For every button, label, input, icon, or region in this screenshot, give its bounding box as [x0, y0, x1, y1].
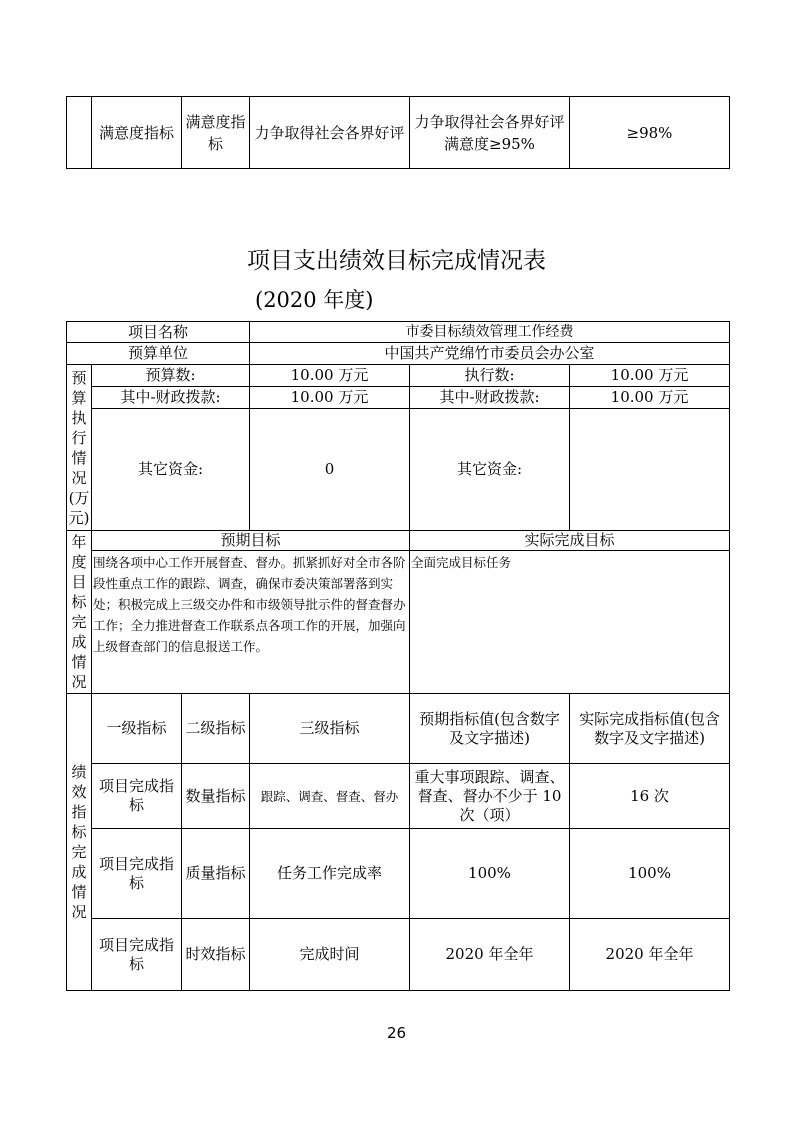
budget-unit-label: 预算单位 — [67, 343, 250, 365]
indicator-side-label: 绩效指标完成情况 — [67, 694, 92, 991]
actual-value-cell: 100% — [570, 829, 730, 919]
annual-goal-header-row — [67, 531, 730, 551]
level2-cell: 质量指标 — [182, 829, 250, 919]
budget-unit-row — [67, 343, 730, 365]
level3-header: 三级指标 — [250, 694, 410, 764]
level1-cell: 项目完成指标 — [92, 829, 182, 919]
expected-goal-text: 围绕各项中心工作开展督查、督办。抓紧抓好对全市各阶段性重点工作的跟踪、调查，确保市委决策部署落到实处；积极完成上三级交办件和市级领导批示件的督查督办工作；全力推进督查工作联系点各项工作的开展，加强向上级督查部门的信息报送工作。 — [92, 551, 410, 694]
actual-cell: ≥98% — [570, 97, 730, 169]
other-funds-value: 0 — [250, 409, 410, 531]
annual-goal-row — [67, 551, 730, 694]
satisfaction-table — [66, 96, 730, 169]
annual-goal-side-label: 年度目标完成情况 — [67, 531, 92, 694]
year-subtitle: (2020 年度) — [255, 288, 374, 312]
fiscal-row — [67, 387, 730, 409]
page-title: 项目支出绩效目标完成情况表 — [247, 248, 546, 274]
fiscal-exec-value: 10.00 万元 — [570, 387, 730, 409]
satisfaction-row — [67, 97, 730, 169]
exec-label: 执行数: — [410, 365, 570, 387]
level3-cell: 跟踪、调查、督查、督办 — [250, 764, 410, 829]
actual-value-cell: 16 次 — [570, 764, 730, 829]
expected-cell: 力争取得社会各界好评 满意度≥95% — [410, 97, 570, 169]
other-funds-exec-value — [570, 409, 730, 531]
expected-value-cell: 100% — [410, 829, 570, 919]
project-name-row — [67, 322, 730, 343]
table-row — [67, 919, 730, 991]
level3-cell: 力争取得社会各界好评 — [250, 97, 410, 169]
level1-cell: 项目完成指标 — [92, 764, 182, 829]
empty-cell — [67, 97, 92, 169]
exec-value: 10.00 万元 — [570, 365, 730, 387]
actual-goal-header: 实际完成目标 — [410, 531, 730, 551]
project-name-value: 市委目标绩效管理工作经费 — [250, 322, 730, 343]
level3-cell: 任务工作完成率 — [250, 829, 410, 919]
level2-header: 二级指标 — [182, 694, 250, 764]
other-funds-row — [67, 409, 730, 531]
budget-value: 10.00 万元 — [250, 365, 410, 387]
level3-cell: 完成时间 — [250, 919, 410, 991]
fiscal-exec-label: 其中-财政拨款: — [410, 387, 570, 409]
other-funds-label: 其它资金: — [92, 409, 250, 531]
expected-value-cell: 重大事项跟踪、调查、督查、督办不少于 10 次（项） — [410, 764, 570, 829]
fiscal-label: 其中-财政拨款: — [92, 387, 250, 409]
level2-cell: 时效指标 — [182, 919, 250, 991]
budget-unit-value: 中国共产党绵竹市委员会办公室 — [250, 343, 730, 365]
level2-cell: 数量指标 — [182, 764, 250, 829]
page-number: 26 — [386, 1024, 407, 1042]
expected-value-header: 预期指标值(包含数字及文字描述) — [410, 694, 570, 764]
expected-goal-header: 预期目标 — [92, 531, 410, 551]
table-row — [67, 764, 730, 829]
budget-row — [67, 365, 730, 387]
performance-table — [66, 321, 730, 991]
actual-goal-text: 全面完成目标任务 — [410, 551, 730, 694]
expected-value-cell: 2020 年全年 — [410, 919, 570, 991]
other-funds-exec-label: 其它资金: — [410, 409, 570, 531]
table-row — [67, 829, 730, 919]
fiscal-value: 10.00 万元 — [250, 387, 410, 409]
actual-value-header: 实际完成指标值(包含数字及文字描述) — [570, 694, 730, 764]
level1-cell: 项目完成指标 — [92, 919, 182, 991]
actual-value-cell: 2020 年全年 — [570, 919, 730, 991]
level1-cell: 满意度指标 — [92, 97, 182, 169]
project-name-label: 项目名称 — [67, 322, 250, 343]
budget-side-label: 预算执行情况(万元) — [67, 365, 92, 531]
level2-cell: 满意度指标 — [182, 97, 250, 169]
budget-label: 预算数: — [92, 365, 250, 387]
indicator-header-row — [67, 694, 730, 764]
level1-header: 一级指标 — [92, 694, 182, 764]
